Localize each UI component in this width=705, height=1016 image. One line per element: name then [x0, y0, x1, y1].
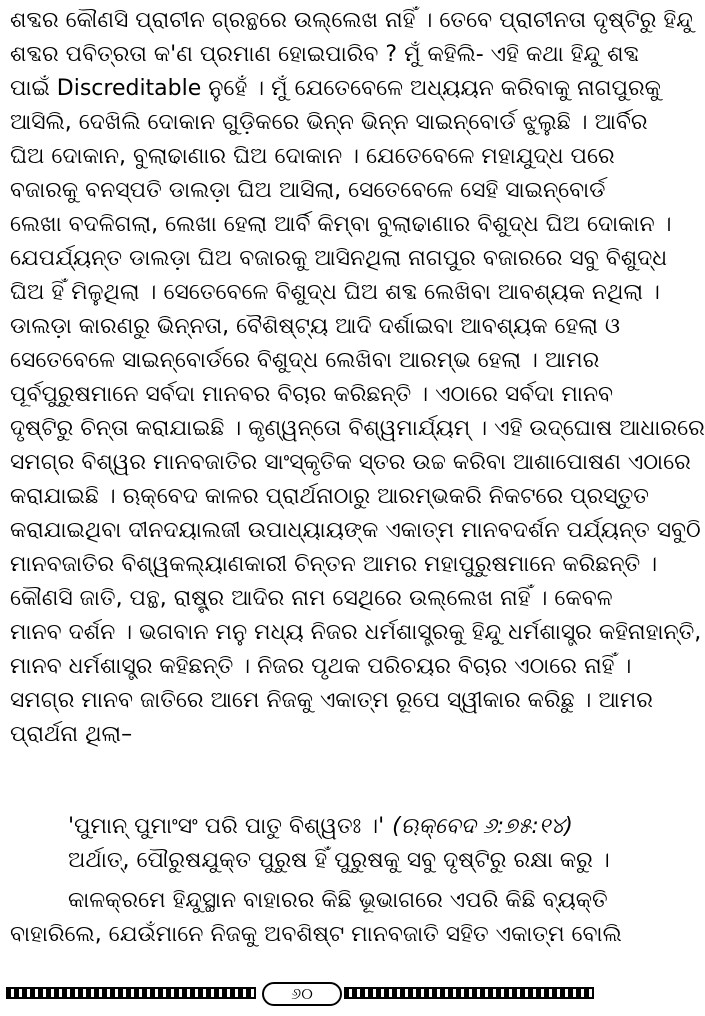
- footer-decorative-rule-right: [344, 987, 594, 999]
- page-number: ୬୦: [262, 982, 342, 1006]
- body-line: ମାନବ ଦର୍ଶନ । ଭଗବାନ ମନୁ ମଧ୍ୟ ନିଜର ଧର୍ମଶାସ୍ତ୍ରକୁ ହିନ୍ଦୁ ଧର୍ମଶାସ୍ତ୍ର କହିନାହାନ୍ତି,: [10, 620, 702, 645]
- body-line: କରାଯାଇଛି । ଋକ୍‌ବେଦ କାଳର ପ୍ରାର୍ଥନାଠାରୁ ଆରମ୍ଭକରି ନିକଟରେ ପ୍ରସ୍ତୁତ: [10, 484, 649, 509]
- body-line: ଆସିଲି, ଦେଖିଲି ଦୋକାନ ଗୁଡ଼ିକରେ ଭିନ୍ନ ଭିନ୍ନ ସାଇନ୍‌ବୋର୍ଡ ଝୁଲୁଛି । ଆର୍ବିର: [10, 110, 648, 135]
- footer-decorative-rule-left: [6, 987, 256, 999]
- body-line: ପାଇଁ Discreditable ନୁହେଁ । ମୁଁ ଯେତେବେଳେ ଅଧ୍ୟୟନ କରିବାକୁ ନାଗପୁରକୁ: [10, 76, 661, 101]
- body-line: ଯେପର୍ଯ୍ୟନ୍ତ ଡାଲଡ଼ା ଘିଅ ବଜାରକୁ ଆସିନଥିଲା ନାଗପୁର ବଜାରରେ ସବୁ ବିଶୁଦ୍ଧ: [10, 246, 668, 271]
- body-line: ଦୃଷ୍ଟିରୁ ଚିନ୍ତା କରାଯାଇଛି । କୃଣ୍ୱନ୍ତୋ ବିଶ୍ୱମାର୍ଯ୍ୟମ୍ । ଏହି ଉଦ୍‌ଘୋଷ ଆଧାରରେ: [10, 416, 705, 441]
- body-line: ସମଗ୍ର ମାନବ ଜାତିରେ ଆମେ ନିଜକୁ ଏକାତ୍ମ ରୂପେ ସ୍ୱୀକାର କରିଛୁ । ଆମର: [10, 688, 653, 713]
- body-line: ପୂର୍ବପୁରୁଷମାନେ ସର୍ବଦା ମାନବର ବିଚାର କରିଛନ୍ତି । ଏଠାରେ ସର୍ବଦା ମାନବ: [10, 382, 614, 407]
- body-line: ଘିଅ ଦୋକାନ, ବୁଲାଢାଣାର ଘିଅ ଦୋକାନ । ଯେତେବେଳେ ମହାଯୁଦ୍ଧ ପରେ: [10, 144, 615, 169]
- body-line: ସେତେବେଳେ ସାଇନ୍‌ବୋର୍ଡରେ ବିଶୁଦ୍ଧ ଲେଖିବା ଆରମ୍ଭ ହେଲା । ଆମର: [10, 348, 600, 373]
- body-line: ଲେଖା ବଦଳିଗଲା, ଲେଖା ହେଲା ଆର୍ବି କିମ୍ବା ବୁଲାଢାଣାର ବିଶୁଦ୍ଧ ଘିଅ ଦୋକାନ ।: [10, 212, 672, 237]
- page-footer: [6, 982, 594, 1004]
- body-line: ପ୍ରାର୍ଥନା ଥିଲା–: [10, 722, 133, 747]
- body-line: ଘିଅ ହିଁ ମିଳୁଥିଲା । ସେତେବେଳେ ବିଶୁଦ୍ଧ ଘିଅ ଶବ୍ଦ ଲେଖିବା ଆବଶ୍ୟକ ନଥିଲା ।: [10, 280, 660, 305]
- body-line: କରାଯାଇଥିବା ଦୀନଦୟାଲଜୀ ଉପାଧ୍ୟାୟଙ୍କ ଏକାତ୍ମ ମାନବଦର୍ଶନ ପର୍ଯ୍ୟନ୍ତ ସବୁଠି: [10, 518, 701, 543]
- closing-paragraph: [10, 884, 622, 952]
- verse-meaning: ଅର୍ଥାତ୍, ପୌରୁଷଯୁକ୍ତ ପୁରୁଷ ହିଁ ପୁରୁଷକୁ ସବୁ ଦୃଷ୍ଟିରୁ ରକ୍ଷା କରୁ ।: [68, 848, 610, 873]
- body-line: ମାନବ ଧର୍ମଶାସ୍ତ୍ର କହିଛନ୍ତି । ନିଜର ପୃଥକ ପରିଚୟର ବିଚାର ଏଠାରେ ନାହିଁ ।: [10, 654, 632, 679]
- body-line: ଡାଲଡ଼ା କାରଣରୁ ଭିନ୍ନତା, ବୈଶିଷ୍ଟ୍ୟ ଆଦି ଦର୍ଶାଇବା ଆବଶ୍ୟକ ହେଲା ଓ: [10, 314, 621, 339]
- body-line: ବଜାରକୁ ବନସ୍ପତି ଡାଲଡ଼ା ଘିଅ ଆସିଲା, ସେତେବେଳେ ସେହି ସାଇନ୍‌ବୋର୍ଡ: [10, 178, 606, 203]
- closing-line: କାଳକ୍ରମେ ହିନ୍ଦୁସ୍ଥାନ ବାହାରର କିଛି ଭୂଭାଗରେ ଏପରି କିଛି ବ୍ୟକ୍ତି: [68, 888, 608, 913]
- body-line: ସମଗ୍ର ବିଶ୍ୱର ମାନବଜାତିର ସାଂସ୍କୃତିକ ସ୍ତର ଉଚ୍ଚ କରିବା ଆଶାପୋଷଣ ଏଠାରେ: [10, 450, 691, 475]
- body-line: ମାନବଜାତିର ବିଶ୍ୱକଲ୍ୟାଣକାରୀ ଚିନ୍ତନ ଆମର ମହାପୁରୁଷମାନେ କରିଛନ୍ତି ।: [10, 552, 658, 577]
- verse-text: 'ପୁମାନ୍ ପୁମାଂସଂ ପରି ପାତୁ ବିଶ୍ୱତଃ ।': [68, 814, 385, 839]
- closing-line: ବାହାରିଲେ, ଯେଉଁମାନେ ନିଜକୁ ଅବଶିଷ୍ଟ ମାନବଜାତି ସହିତ ଏକାତ୍ମ ବୋଲି: [10, 922, 622, 947]
- verse-line: [68, 810, 588, 844]
- body-line: କୌଣସି ଜାତି, ପନ୍ଥ, ରାଷ୍ଟ୍ର ଆଦିର ନାମ ସେଥିରେ ଉଲ୍ଲେଖ ନାହିଁ । କେବଳ: [10, 586, 613, 611]
- body-paragraph: [10, 4, 705, 752]
- verse-source: (ଋକ୍‌ବେଦ ୬:୭୫:୧୪): [392, 814, 573, 839]
- body-line: ଶବ୍ଦର ପବିତ୍ରତା କ'ଣ ପ୍ରମାଣ ହୋଇପାରିବ ? ମୁଁ କହିଲି- ଏହି କଥା ହିନ୍ଦୁ ଶବ୍ଦ: [10, 42, 640, 67]
- body-line: ଶବ୍ଦର କୌଣସି ପ୍ରାଚୀନ ଗ୍ରନ୍ଥରେ ଉଲ୍ଲେଖ ନାହିଁ । ତେବେ ପ୍ରାଚୀନତା ଦୃଷ୍ଟିରୁ ହିନ୍ଦୁ: [10, 8, 693, 33]
- verse-quote-block: [68, 810, 610, 878]
